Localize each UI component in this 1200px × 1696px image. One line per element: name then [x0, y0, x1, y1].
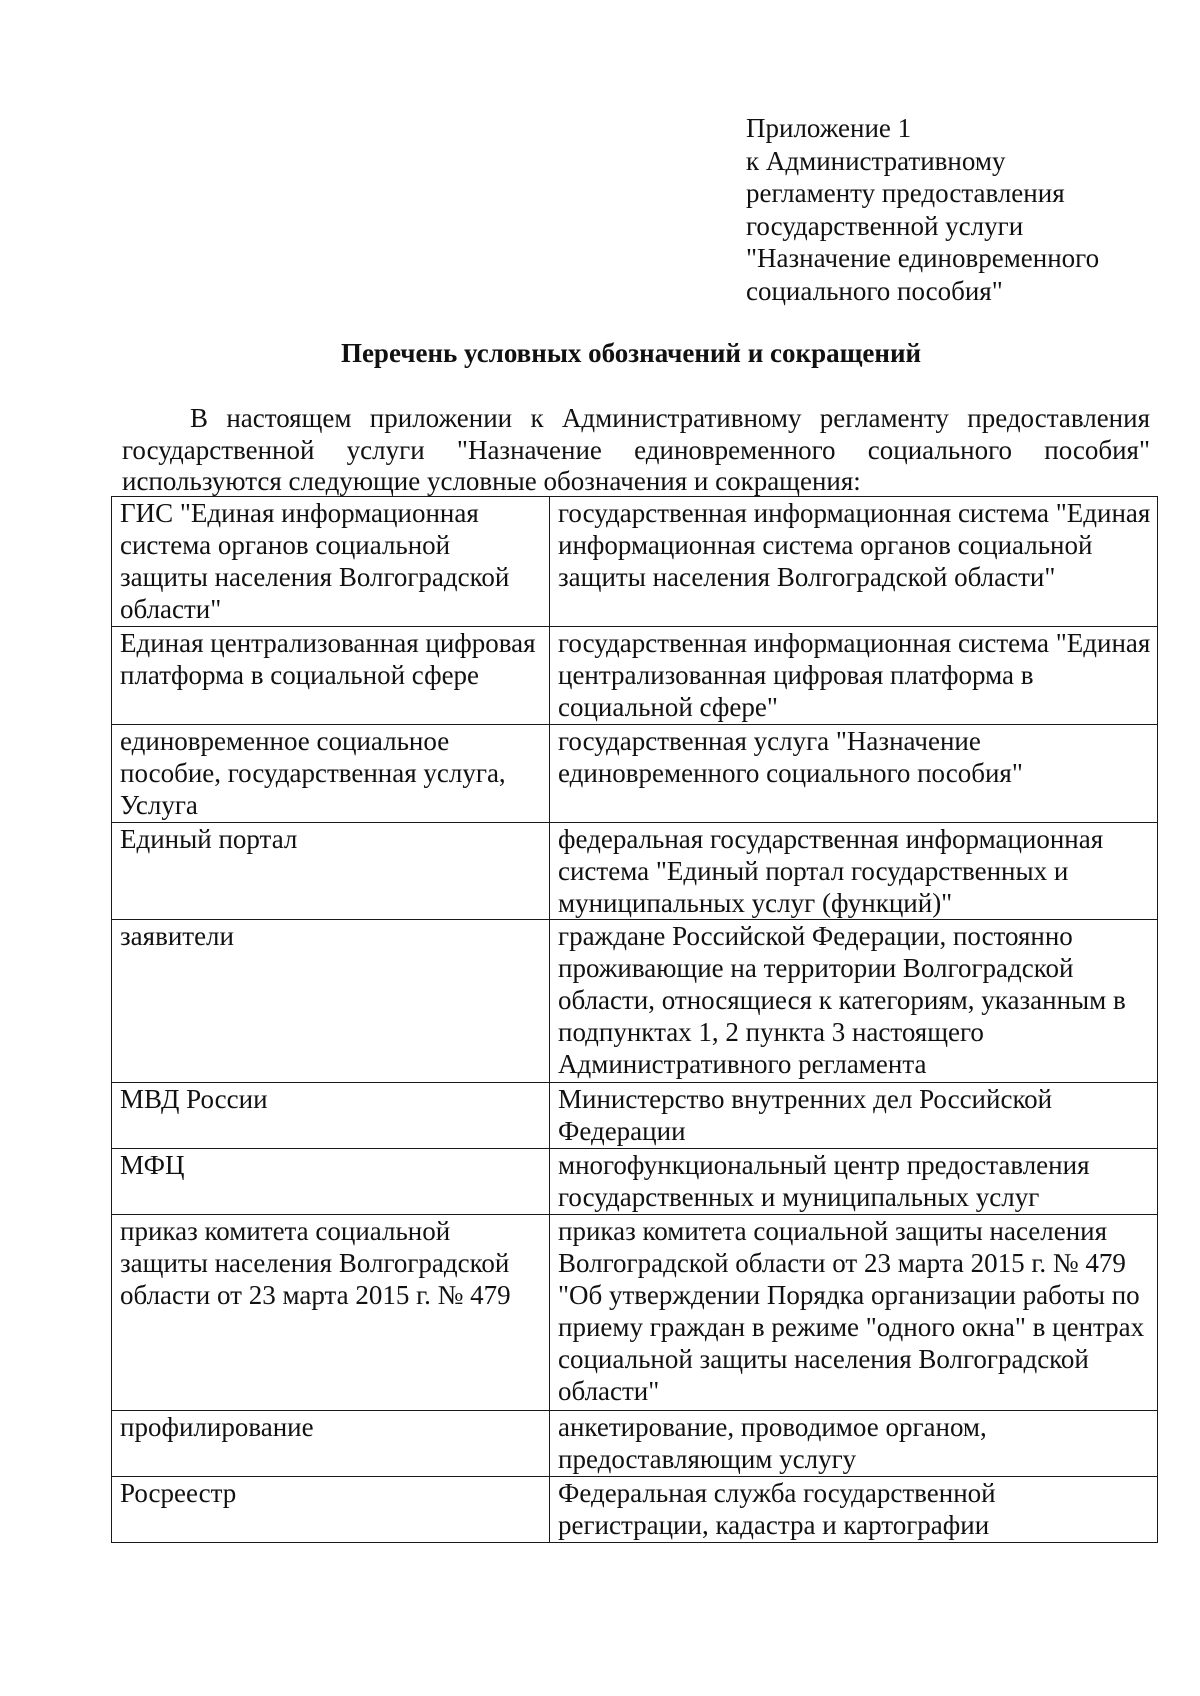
table-row: [112, 627, 1158, 725]
definition-cell: государственная услуга "Назначение единовременного социального пособия": [550, 725, 1158, 823]
document-title: Перечень условных обозначений и сокращений: [340, 338, 922, 368]
definition-cell: государственная информационная система "Единая централизованная цифровая платформа в социальной сфере": [550, 627, 1158, 725]
term-cell: единовременное социальное пособие, государственная услуга, Услуга: [112, 725, 550, 823]
definition-cell: приказ комитета социальной защиты населения Волгоградской области от 23 марта 2015 г. № 479 "Об утверждении Порядка организации работы по приему граждан в режиме "одного окна" в центрах социальной защиты населения Волгоградской области": [550, 1215, 1158, 1411]
annex-header: [746, 112, 1166, 307]
annex-line: к Административному: [746, 145, 1006, 176]
definition-cell: анкетирование, проводимое органом, предоставляющим услугу: [550, 1411, 1158, 1477]
annex-line: Приложение 1: [746, 113, 912, 143]
definition-cell: многофункциональный центр предоставления государственных и муниципальных услуг: [550, 1149, 1158, 1215]
table-row: [112, 1411, 1158, 1477]
table-row: [112, 1149, 1158, 1215]
term-cell: Единый портал: [112, 823, 550, 920]
definition-cell: Федеральная служба государственной регистрации, кадастра и картографии: [550, 1477, 1158, 1543]
definition-cell: государственная информационная система "Единая информационная система органов социальной защиты населения Волгоградской области": [550, 497, 1158, 627]
table-row: [112, 1215, 1158, 1411]
table-row: [112, 497, 1158, 627]
definition-cell: граждане Российской Федерации, постоянно проживающие на территории Волгоградской области, относящиеся к категориям, указанным в подпунктах 1, 2 пункта 3 настоящего Административного регламента: [550, 920, 1158, 1083]
annex-line: регламенту предоставления: [746, 178, 1065, 208]
annex-line: государственной услуги: [746, 210, 1024, 241]
term-cell: заявители: [112, 920, 550, 1083]
term-cell: ГИС "Единая информационная система органов социальной защиты населения Волгоградской области": [112, 497, 550, 627]
annex-line: "Назначение единовременного: [746, 243, 1100, 273]
term-cell: МВД России: [112, 1083, 550, 1149]
annex-line: социального пособия": [746, 275, 1003, 306]
intro-paragraph: В настоящем приложении к Административному регламенту предоставления государственной услуги "Назначение единовременного социального пособия" используются следующие условные обозначения и сокращения:: [122, 403, 1150, 496]
table-row: [112, 823, 1158, 920]
term-cell: Единая централизованная цифровая платформа в социальной сфере: [112, 627, 550, 725]
term-cell: приказ комитета социальной защиты населения Волгоградской области от 23 марта 2015 г. № 479: [112, 1215, 550, 1411]
term-cell: профилирование: [112, 1411, 550, 1477]
table-row: [112, 1083, 1158, 1149]
abbreviations-table: [111, 496, 1158, 1543]
definition-cell: федеральная государственная информационная система "Единый портал государственных и муниципальных услуг (функций)": [550, 823, 1158, 920]
table-row: [112, 725, 1158, 823]
definition-cell: Министерство внутренних дел Российской Федерации: [550, 1083, 1158, 1149]
term-cell: МФЦ: [112, 1149, 550, 1215]
table-row: [112, 920, 1158, 1083]
table-row: [112, 1477, 1158, 1543]
term-cell: Росреестр: [112, 1477, 550, 1543]
